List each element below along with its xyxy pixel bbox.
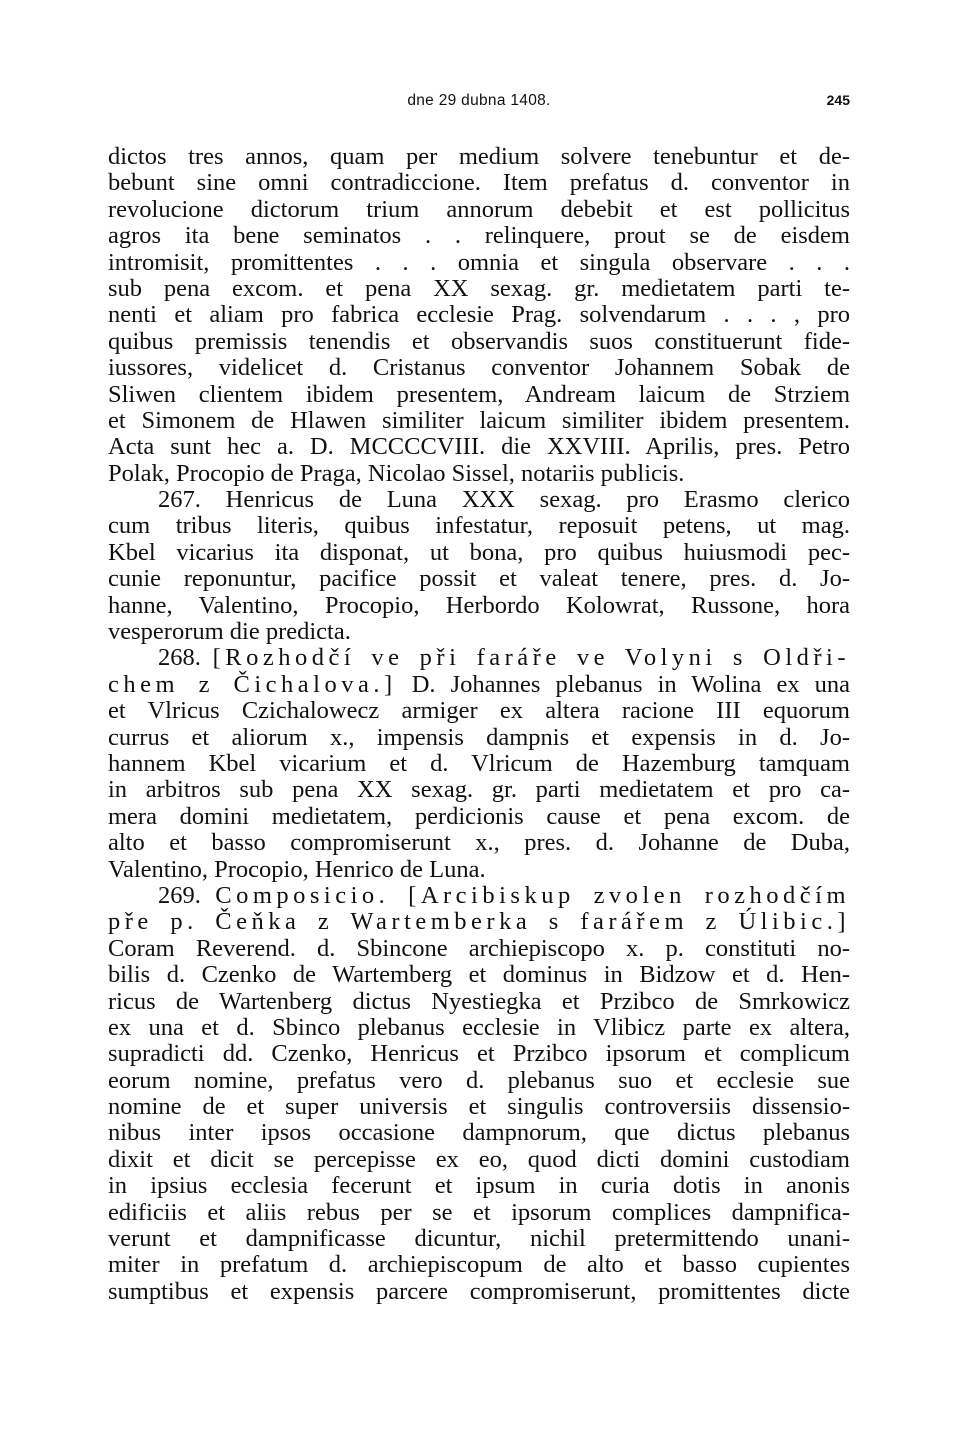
text-line: nibus inter ipsos occasione dampnorum, que dictus plebanus [108,1119,850,1147]
text-fragment: D. Johannes plebanus in Wolina ex una [396,670,850,698]
text-line: nenti et aliam pro fabrica ecclesie Prag. solvendarum . . . , pro [108,301,850,329]
text-line: bilis d. Czenko de Wartemberg et dominus in Bidzow et d. Hen- [108,961,850,989]
spaced-heading: Composicio. [Arcibiskup zvolen rozhodčím [215,881,851,909]
text-line: Sliwen clientem ibidem presentem, Andream laicum de Strziem [108,380,850,408]
text-line [108,909,850,935]
text-line: hannem Kbel vicarium et d. Vlricum de Hazemburg tamquam [108,749,850,777]
text-line: 267. Henricus de Luna XXX sexag. pro Erasmo clerico [158,486,850,514]
page-number: 245 [826,92,850,108]
text-fragment: 269. [158,881,216,909]
spaced-heading: pře p. Čeňka z Wartemberka s farářem z Úlibic.] [108,908,850,936]
text-line: et Simonem de Hlawen similiter laicum similiter ibidem presentem. [108,406,850,434]
text-line: iussores, videlicet d. Cristanus conventor Johannem Sobak de [108,354,850,382]
text-line [108,672,850,698]
text-line: alto et basso compromiserunt x., pres. d. Johanne de Duba, [108,829,850,857]
text-line: ex una et d. Sbinco plebanus ecclesie in Vlibicz parte ex altera, [108,1013,850,1041]
text-line: mera domini medietatem, perdicionis cause et pena excom. de [108,802,850,830]
text-line: in ipsius ecclesia fecerunt et ipsum in curia dotis in anonis [108,1172,850,1200]
text-line: hanne, Valentino, Procopio, Herbordo Kolowrat, Russone, hora [108,591,850,619]
text-line: Valentino, Procopio, Henrico de Luna. [108,855,486,883]
text-line: eorum nomine, prefatus vero d. plebanus suo et ecclesie sue [108,1066,850,1094]
text-line: edificiis et aliis rebus per se et ipsorum complices dampnifica- [108,1198,850,1226]
text-line: verunt et dampnificasse dicuntur, nichil pretermittendo unani- [108,1225,850,1253]
text-fragment: 268. [158,644,213,672]
text-line: Acta sunt hec a. D. MCCCCVIII. die XXVIII. Aprilis, pres. Petro [108,433,850,461]
text-line: agros ita bene seminatos . . relinquere, prout se de eisdem [108,222,850,250]
text-line: Kbel vicarius ita disponat, ut bona, pro quibus huiusmodi pec- [108,538,850,566]
text-line: currus et aliorum x., impensis dampnis et expensis in d. Jo- [108,723,850,751]
body-text [108,144,850,1305]
text-line: nomine de et super universis et singulis controversiis dissensio- [108,1093,850,1121]
text-line: supradicti dd. Czenko, Henricus et Przibco ipsorum et complicum [108,1040,850,1068]
running-title: dne 29 dubna 1408. [407,92,551,109]
text-line: miter in prefatum d. archiepiscopum de alto et basso cupientes [108,1251,850,1279]
spaced-heading: chem z Čichalova.] [108,670,397,698]
text-line: bebunt sine omni contradiccione. Item prefatus d. conventor in [108,169,850,197]
spaced-heading: [Rozhodčí ve při faráře ve Volyni s Oldři- [212,644,851,672]
text-line: cunie reponuntur, pacifice possit et valeat tenere, pres. d. Jo- [108,565,850,593]
text-line [108,645,850,671]
text-line: Coram Reverend. d. Sbincone archiepiscopo x. p. constituti no- [108,934,850,962]
text-line: ricus de Wartenberg dictus Nyestiegka et Przibco de Smrkowicz [108,987,850,1015]
text-line: quibus premissis tenendis et observandis suos constituerunt fide- [108,327,850,355]
text-line: sumptibus et expensis parcere compromiserunt, promittentes dicte [108,1277,850,1305]
text-line: in arbitros sub pena XX sexag. gr. parti medietatem et pro ca- [108,776,850,804]
text-line [108,883,850,909]
text-line: dixit et dicit se percepisse ex eo, quod dicti domini custodiam [108,1145,850,1173]
page-header [108,92,850,116]
text-line: intromisit, promittentes . . . omnia et singula observare . . . [108,248,850,276]
text-line: revolucione dictorum trium annorum debebit et est pollicitus [108,195,850,223]
text-line: dictos tres annos, quam per medium solvere tenebuntur et de- [108,143,850,170]
text-line: sub pena excom. et pena XX sexag. gr. medietatem parti te- [108,274,850,302]
text-line: et Vlricus Czichalowecz armiger ex altera racione III equorum [108,697,850,725]
text-line: cum tribus literis, quibus infestatur, reposuit petens, ut mag. [108,512,850,540]
text-line: Polak, Procopio de Praga, Nicolao Sissel, notariis publicis. [108,459,685,487]
text-line: vesperorum die predicta. [108,618,351,646]
